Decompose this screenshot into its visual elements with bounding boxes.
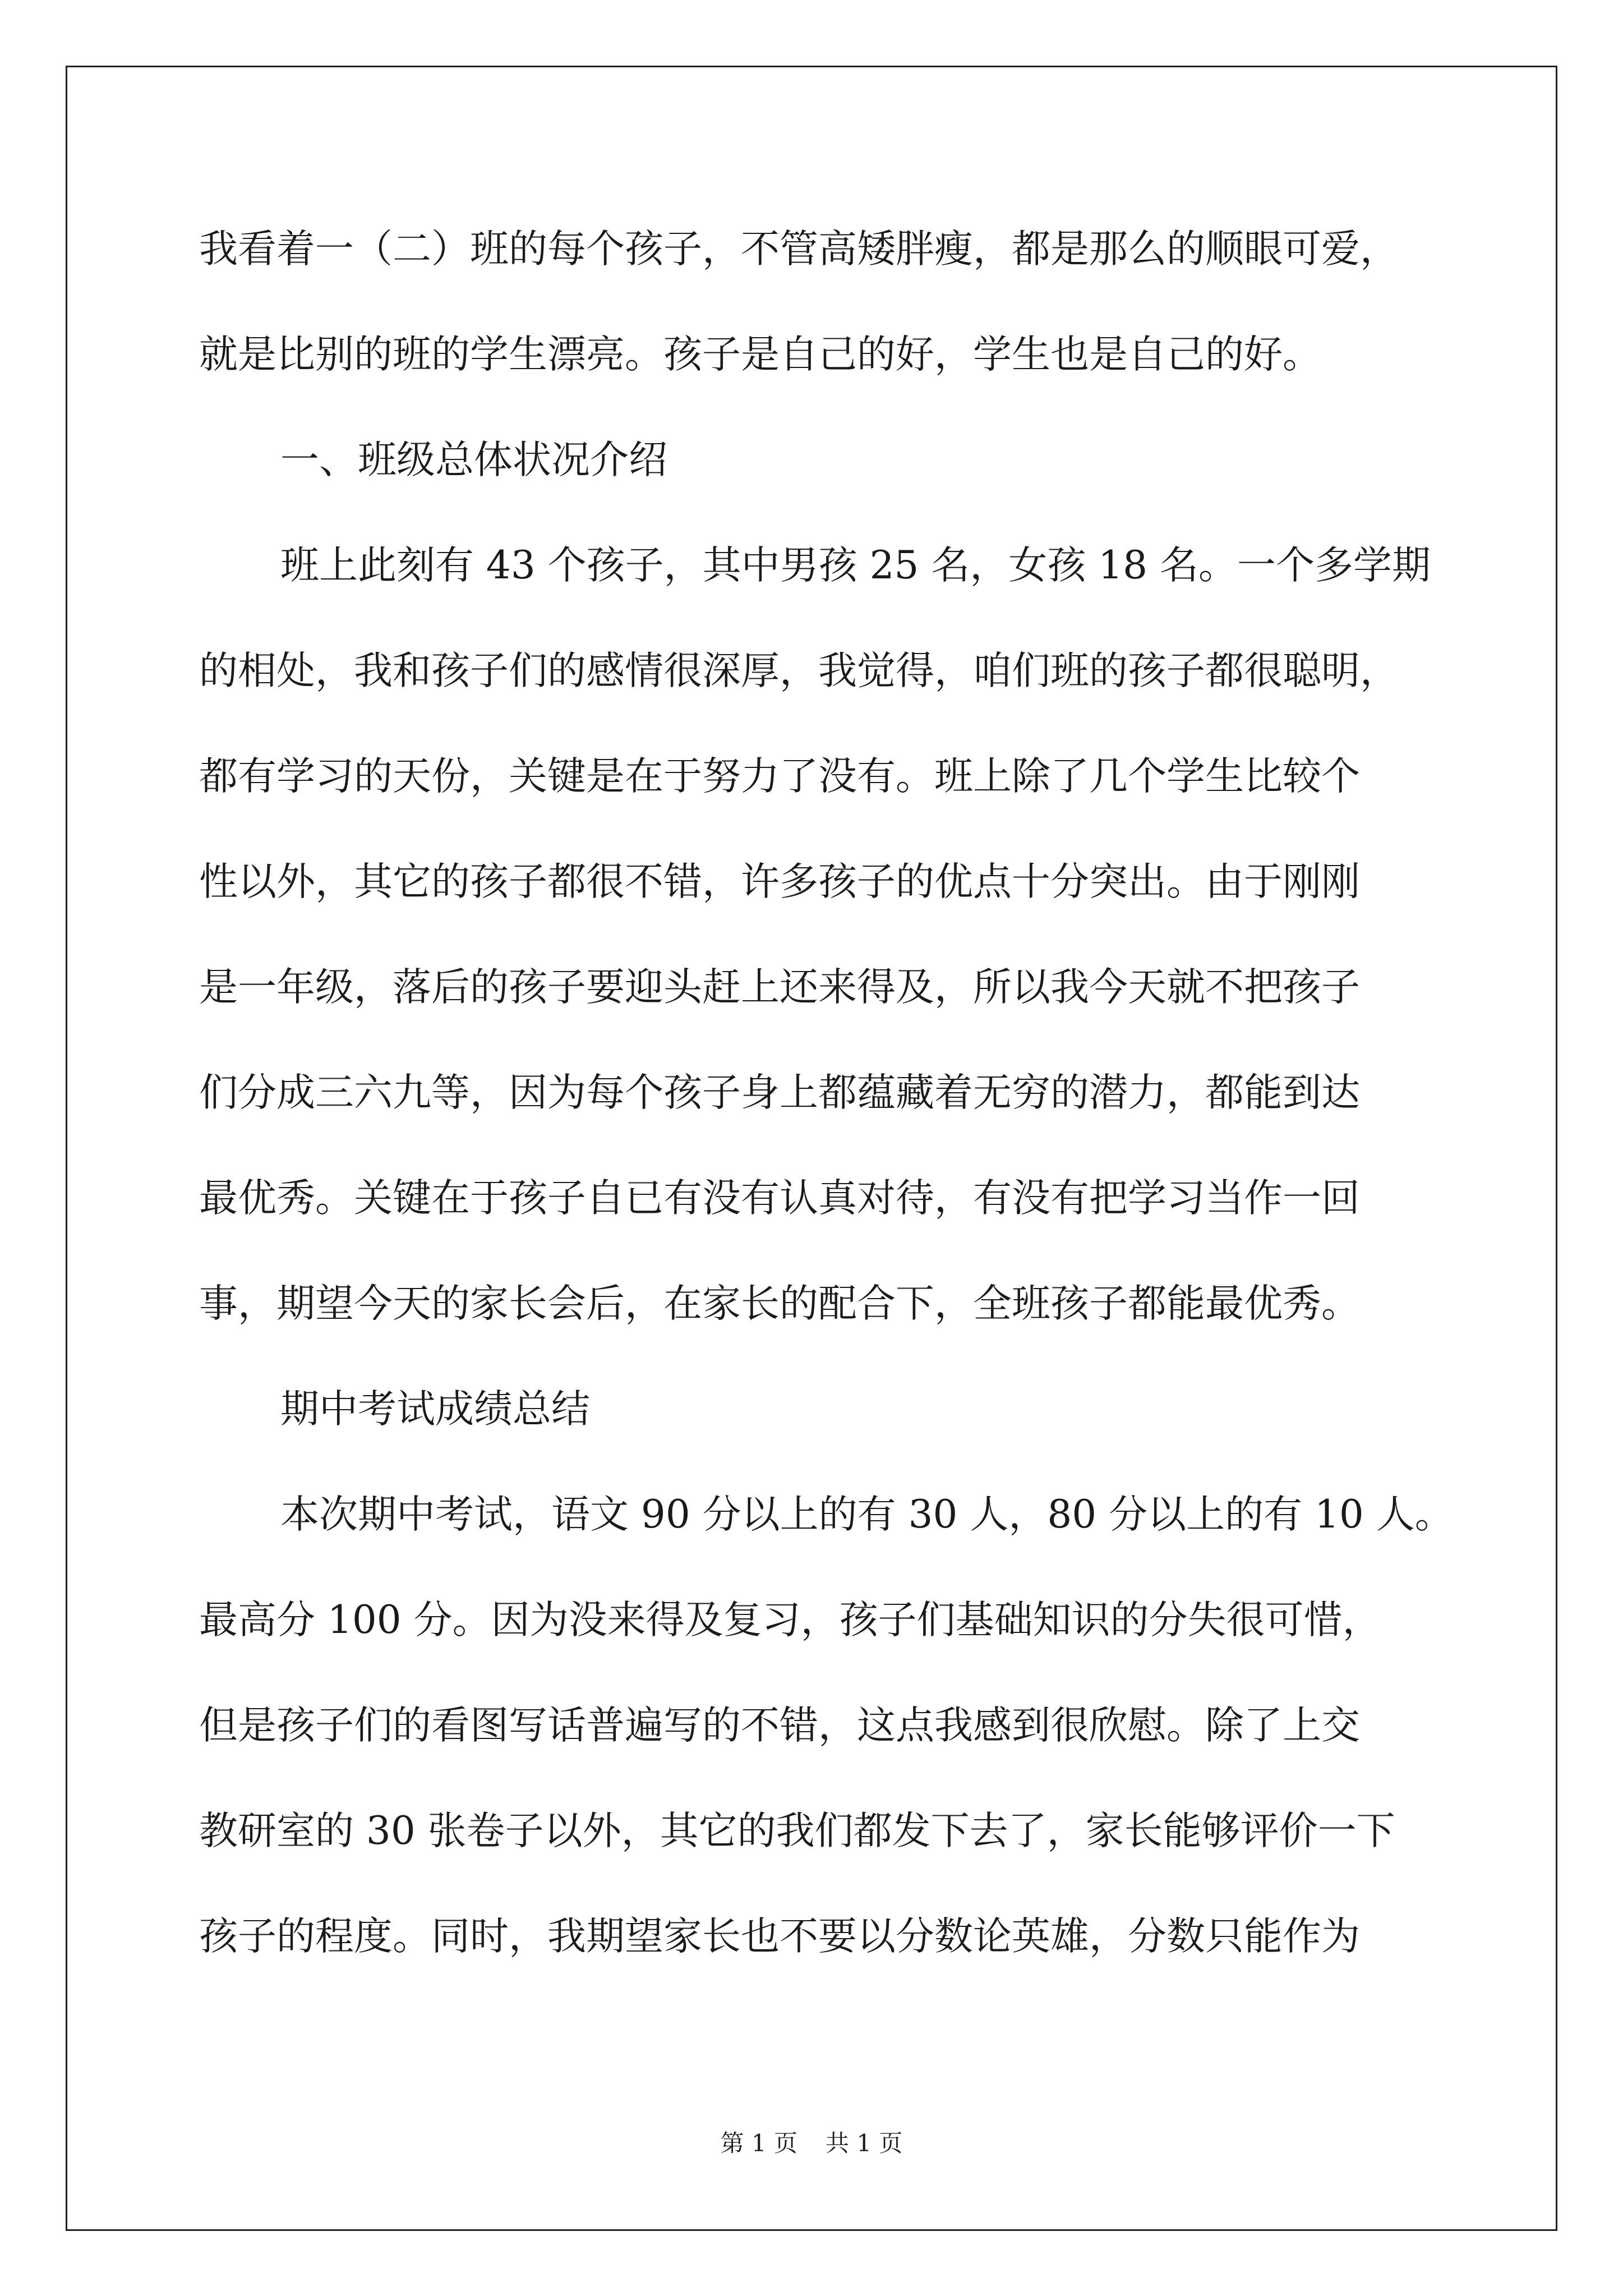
text-line: 最高分 100 分。因为没来得及复习，孩子们基础知识的分失很可惜，: [199, 1598, 1381, 1642]
page-number: 第 1 页: [720, 2129, 797, 2157]
section-heading: 一、班级总体状况介绍: [280, 438, 667, 482]
page-total: 共 1 页: [826, 2129, 903, 2157]
text-line: 性以外，其它的孩子都很不错，许多孩子的优点十分突出。由于刚刚: [199, 859, 1360, 904]
text-line: 班上此刻有 43 个孩子，其中男孩 25 名，女孩 18 名。一个多学期: [280, 543, 1431, 588]
section-heading: 期中考试成绩总结: [280, 1387, 590, 1432]
text-line: 都有学习的天份，关键是在于努力了没有。班上除了几个学生比较个: [199, 754, 1360, 799]
page-border: [66, 66, 1557, 2231]
text-line: 孩子的程度。同时，我期望家长也不要以分数论英雄，分数只能作为: [199, 1914, 1360, 1959]
text-line: 但是孩子们的看图写话普遍写的不错，这点我感到很欣慰。除了上交: [199, 1703, 1360, 1748]
page-footer: [0, 2129, 1623, 2157]
text-line: 我看着一（二）班的每个孩子，不管高矮胖瘦，都是那么的顺眼可爱，: [199, 227, 1399, 272]
text-line: 是一年级，落后的孩子要迎头赶上还来得及，所以我今天就不把孩子: [199, 965, 1360, 1010]
text-line: 教研室的 30 张卷子以外，其它的我们都发下去了，家长能够评价一下: [199, 1809, 1395, 1853]
text-line: 就是比别的班的学生漂亮。孩子是自己的好，学生也是自己的好。: [199, 332, 1321, 377]
text-line: 本次期中考试，语文 90 分以上的有 30 人，80 分以上的有 10 人。: [280, 1492, 1454, 1537]
text-line: 事，期望今天的家长会后，在家长的配合下，全班孩子都能最优秀。: [199, 1281, 1360, 1326]
text-line: 最优秀。关键在于孩子自已有没有认真对待，有没有把学习当作一回: [199, 1176, 1360, 1221]
text-line: 的相处，我和孩子们的感情很深厚，我觉得，咱们班的孩子都很聪明，: [199, 648, 1399, 693]
text-line: 们分成三六九等，因为每个孩子身上都蕴藏着无穷的潜力，都能到达: [199, 1070, 1360, 1115]
